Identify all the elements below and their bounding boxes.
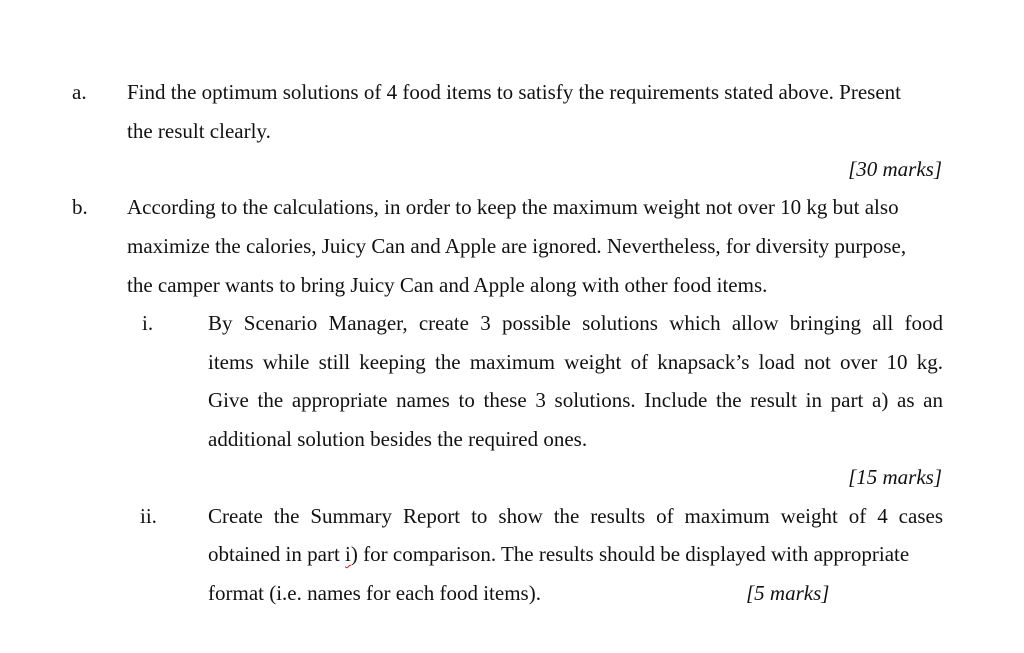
question-b-line-3: the camper wants to bring Juicy Can and Apple along with other food items. (127, 273, 768, 297)
question-b-line-2: maximize the calories, Juicy Can and Apple are ignored. Nevertheless, for diversity purpose, (127, 234, 907, 258)
part-ii-line-2 (208, 542, 909, 566)
part-i-line-3: Give the appropriate names to these 3 solutions. Include the result in part a) as an (208, 388, 943, 412)
part-i-marks: [15 marks] (848, 465, 942, 489)
part-ii-line-3: format (i.e. names for each food items). (208, 581, 541, 605)
question-a-line-1: Find the optimum solutions of 4 food items to satisfy the requirements stated above. Present (127, 80, 901, 104)
part-i-label: i. (142, 311, 154, 335)
part-i-line-1: By Scenario Manager, create 3 possible solutions which allow bringing all food (208, 311, 943, 335)
part-ii-line-2-start: obtained in part (208, 542, 346, 566)
spellcheck-flagged-word: i (345, 542, 351, 566)
part-ii-label: ii. (140, 504, 157, 528)
question-b-line-1: According to the calculations, in order to keep the maximum weight not over 10 kg but also (127, 195, 899, 219)
part-ii-line-1: Create the Summary Report to show the results of maximum weight of 4 cases (208, 504, 943, 528)
part-ii-line-2-end: ) for comparison. The results should be displayed with appropriate (350, 542, 910, 566)
part-i-line-2: items while still keeping the maximum weight of knapsack’s load not over 10 kg. (208, 350, 943, 374)
part-i-line-4: additional solution besides the required ones. (208, 427, 588, 451)
part-ii-marks: [5 marks] (746, 581, 830, 605)
question-a-line-2: the result clearly. (127, 119, 271, 143)
question-a-marks: [30 marks] (848, 157, 942, 181)
question-b-label: b. (72, 195, 88, 219)
question-a-label: a. (72, 80, 87, 104)
